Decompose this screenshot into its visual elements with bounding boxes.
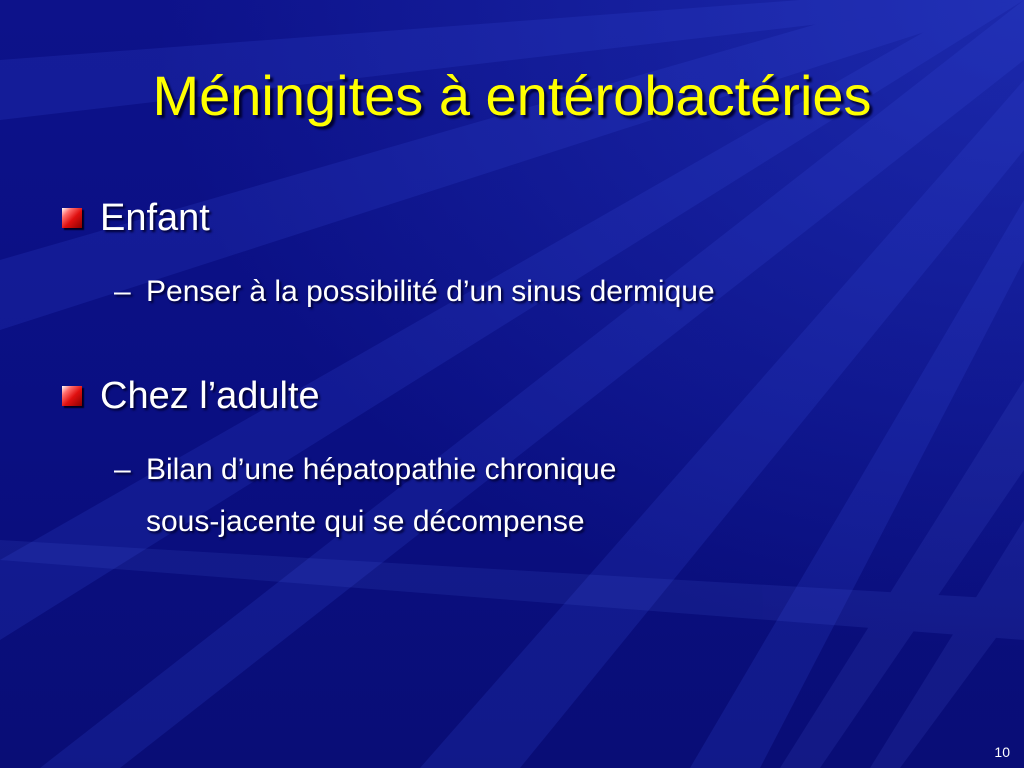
bullet-label: Enfant	[100, 197, 210, 239]
page-number: 10	[994, 744, 1010, 760]
square-bullet-icon	[62, 208, 82, 228]
bullet-chez-adulte	[62, 374, 320, 418]
dash-marker: –	[114, 275, 131, 308]
bullet-label: Chez l’adulte	[100, 375, 320, 417]
sub-bullet-sinus	[114, 266, 715, 318]
slide-title: Méningites à entérobactéries	[152, 64, 872, 127]
sub-bullet-text-line-2: sous-jacente qui se décompense	[146, 505, 585, 538]
dash-marker: –	[114, 453, 131, 486]
sub-bullet-hepatopathie	[114, 444, 616, 548]
sub-bullet-text-line-1: Bilan d’une hépatopathie chronique	[146, 453, 617, 486]
sub-bullet-text: Penser à la possibilité d’un sinus dermique	[146, 275, 715, 308]
square-bullet-icon	[62, 386, 82, 406]
bullet-enfant	[62, 196, 210, 240]
